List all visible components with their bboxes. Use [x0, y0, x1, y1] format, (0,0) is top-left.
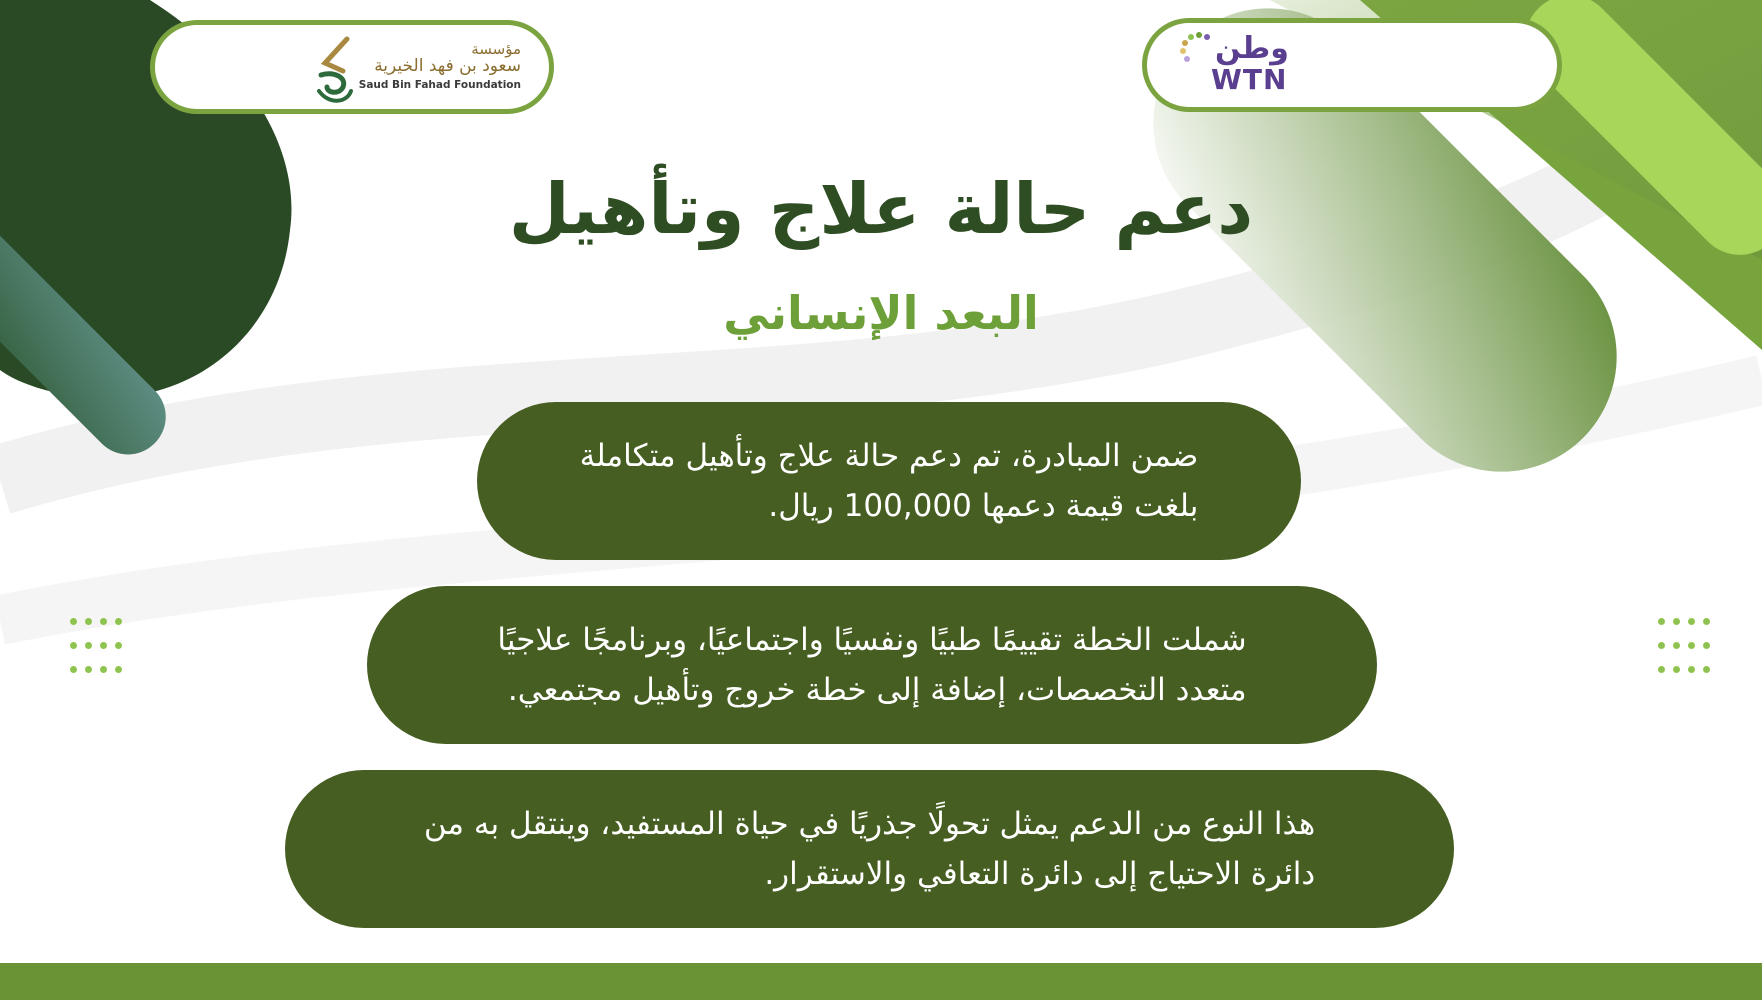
page-title: دعم حالة علاج وتأهيل [508, 168, 1254, 250]
saud-foundation-name [359, 41, 521, 92]
info-card-line: شملت الخطة تقييمًا طبيًا ونفسيًا واجتماعيًا، وبرنامجًا علاجيًا [497, 622, 1247, 658]
saud-foundation-name-line1: مؤسسة [471, 40, 521, 58]
saud-foundation-name-en: Saud Bin Fahad Foundation [358, 79, 521, 91]
saud-foundation-logo [150, 20, 554, 114]
info-card [367, 586, 1377, 744]
info-card [477, 402, 1301, 560]
page-subtitle: البعد الإنساني [723, 286, 1039, 340]
info-card-line: دائرة الاحتياج إلى دائرة التعافي والاستقرار. [764, 856, 1316, 892]
wtn-logo-ar: وطن [1215, 31, 1289, 66]
bottom-bar [0, 963, 1762, 1000]
info-card [285, 770, 1454, 928]
info-card-line: بلغت قيمة دعمها 100,000 ريال. [768, 488, 1199, 524]
dot-grid-icon [1658, 618, 1708, 668]
info-card-line: متعدد التخصصات، إضافة إلى خطة خروج وتأهيل مجتمعي. [507, 672, 1247, 708]
saud-foundation-logo-icon [313, 35, 357, 109]
saud-foundation-name-line2: سعود بن فهد الخيرية [374, 56, 521, 76]
info-card-line: هذا النوع من الدعم يمثل تحولًا جذريًا في حياة المستفيد، وينتقل به من [423, 806, 1316, 842]
dot-grid-icon [70, 618, 120, 668]
wtn-logo-en: WTN [1211, 63, 1288, 96]
info-card-line: ضمن المبادرة، تم دعم حالة علاج وتأهيل متكاملة [579, 438, 1199, 474]
wtn-logo [1142, 18, 1562, 112]
